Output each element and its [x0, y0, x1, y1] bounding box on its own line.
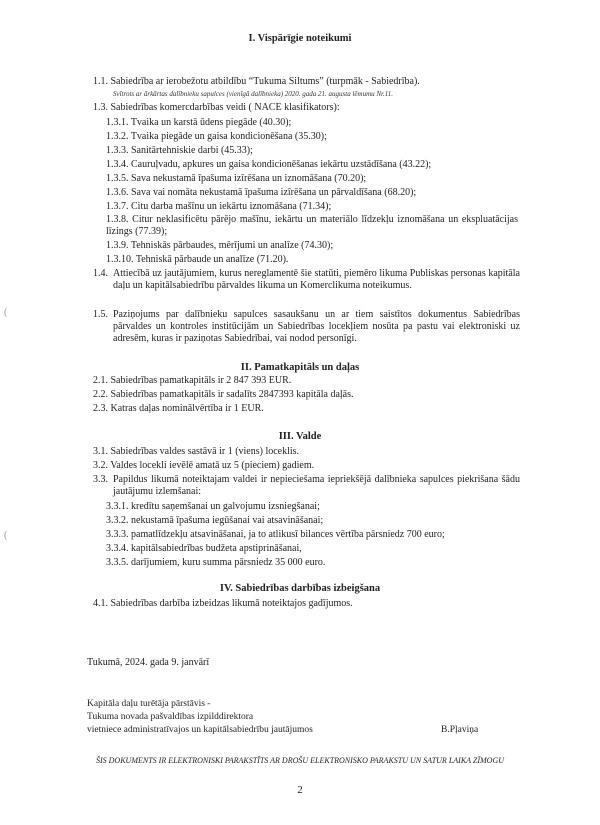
amendment-note: Svītrots ar ārkārtas dalībnieku sapulces (vienīgā dalībnieka) 2020. gada 21. augusta lēmumu Nr.11.	[113, 90, 393, 98]
sub-item: 3.3.1. kredītu saņemšanai un galvojumu izsniegšanai;	[106, 501, 320, 512]
clause-1-3: 1.3. Sabiedrības komercdarbības veidi ( NACE klasifikators):	[93, 102, 340, 113]
sub-item: 3.3.4. kapitālsabiedrības budžeta apstiprināšanai,	[106, 543, 302, 554]
section-1-title: I. Vispārīgie noteikumi	[248, 33, 352, 44]
clause-1-4-num: 1.4.	[93, 268, 108, 279]
signer-role: vietniece administratīvajos un kapitālsabiedrību jautājumos	[87, 725, 313, 735]
signer-role: Tukuma novada pašvaldības izpilddirektora	[87, 712, 254, 722]
nace-item: 1.3.4. Cauruļvadu, apkures un gaisa kondicionēšanas iekārtu uzstādīšana (43.22);	[106, 159, 432, 170]
page-number: 2	[297, 784, 303, 796]
nace-item: 1.3.5. Sava nekustamā īpašuma izīrēšana un iznomāšana (70.20);	[106, 173, 367, 184]
signer-name: B.Pļaviņa	[441, 725, 479, 735]
clause-3-1: 3.1. Sabiedrības valdes sastāvā ir 1 (viens) loceklis.	[93, 446, 300, 457]
clause-1-1: 1.1. Sabiedrība ar ierobežotu atbildību “Tukuma Siltums” (turpmāk - Sabiedrība).	[93, 76, 420, 87]
nace-item: 1.3.3. Sanitārtehniskie darbi (45.33);	[106, 145, 253, 156]
nace-item: 1.3.2. Tvaika piegāde un gaisa kondicionēšana (35.30);	[106, 131, 327, 142]
scan-mark: (	[4, 530, 8, 541]
sub-item: 3.3.3. pamatlīdzekļu atsavināšanai, ja to atlikusī bilances vērtība pārsniedz 700 euro;	[106, 529, 445, 540]
clause-1-5: Paziņojums par dalībnieku sapulces sasaukšanu un ar tiem saistītos dokumentus Sabiedrības pārvaldes un kontroles institūcijām un Sabiedrības locekļiem nosūta pa pastu vai elektroniski uz adresēm, kuras ir paziņotas Sabiedrībai, vai nodod personīgi.	[113, 309, 520, 344]
clause-3-2: 3.2. Valdes locekli ievēlē amatā uz 5 (pieciem) gadiem.	[93, 460, 315, 471]
nace-item: 1.3.10. Tehniskā pārbaude un analīze (71.20).	[106, 254, 289, 265]
scan-mark: (	[4, 307, 8, 318]
clause-1-5-num: 1.5.	[93, 309, 108, 320]
nace-item: 1.3.8. Citur neklasificētu pārējo mašīnu, iekārtu un materiālo līdzekļu iznomāšana un ekspluatācijas līzings (77.39);	[106, 214, 518, 237]
clause-1-4: Attiecībā uz jautājumiem, kurus nereglamentē šie statūti, piemēro likuma Publiskas personas kapitāla daļu un kapitālsabiedrību pārvaldes likuma un Komerclikuma noteikumus.	[113, 268, 520, 291]
nace-item: 1.3.1. Tvaika un karstā ūdens piegāde (40.30);	[106, 117, 292, 128]
nace-item: 1.3.9. Tehniskās pārbaudes, mērījumi un analīze (74.30);	[106, 240, 334, 251]
clause-3-3-num: 3.3.	[93, 474, 108, 485]
section-4-title: IV. Sabiedrības darbības izbeigšana	[219, 583, 381, 594]
section-3-title: III. Valde	[278, 431, 322, 442]
signer-role: Kapitāla daļu turētāja pārstāvis -	[87, 699, 211, 709]
nace-item: 1.3.7. Citu darba mašīnu un iekārtu iznomāšana (71.34);	[106, 201, 332, 212]
sub-item: 3.3.5. darījumiem, kuru summa pārsniedz 35 000 euro.	[106, 557, 326, 568]
place-date: Tukumā, 2024. gada 9. janvārī	[87, 657, 210, 668]
clause-3-3: Papildus likumā noteiktajam valdei ir nepieciešama iepriekšējā dalībnieka sapulces piekrišana šādu jautājumu izlemšanai:	[113, 474, 520, 497]
clause-2-2: 2.2. Sabiedrības pamatkapitāls ir sadalīts 2847393 kapitāla daļās.	[93, 389, 354, 400]
sub-item: 3.3.2. nekustamā īpašuma iegūšanai vai atsavināšanai;	[106, 515, 324, 526]
signature-notice: ŠIS DOKUMENTS IR ELEKTRONISKI PARAKSTĪTS AR DROŠU ELEKTRONISKO PARAKSTU UN SATUR LAIKA ZĪMOGU	[95, 756, 505, 765]
nace-item: 1.3.6. Sava vai nomāta nekustamā īpašuma izīrēšana un pārvaldīšana (68.20);	[106, 187, 417, 198]
section-2-title: II. Pamatkapitāls un daļas	[240, 362, 360, 373]
clause-2-3: 2.3. Katras daļas nominālvērtība ir 1 EUR.	[93, 403, 264, 414]
clause-2-1: 2.1. Sabiedrības pamatkapitāls ir 2 847 393 EUR.	[93, 375, 292, 386]
clause-4-1: 4.1. Sabiedrības darbība izbeidzas likumā noteiktajos gadījumos.	[93, 598, 353, 609]
